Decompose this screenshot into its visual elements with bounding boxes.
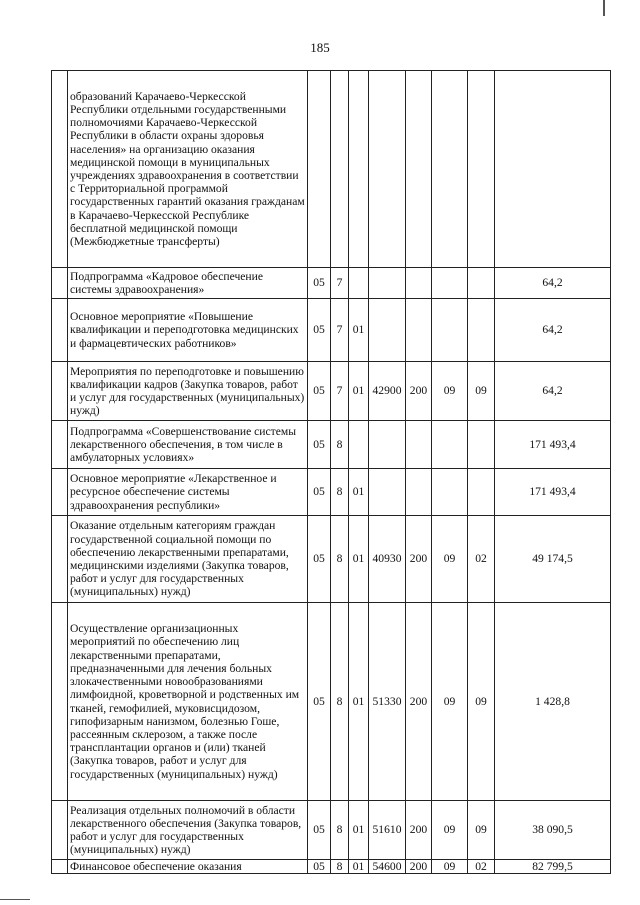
cell-code-4: 51610: [369, 801, 406, 860]
cell-blank: [52, 421, 68, 469]
table-row: [52, 362, 611, 421]
cell-code-5: [406, 421, 432, 469]
cell-code-3: 01: [349, 299, 369, 362]
cell-code-7: [468, 421, 495, 469]
cell-amount: 171 493,4: [495, 421, 611, 469]
cell-blank: [52, 801, 68, 860]
cell-code-6: 09: [432, 801, 468, 860]
bottom-edge-mark: [0, 899, 30, 900]
cell-code-1: 05: [308, 603, 331, 801]
cell-code-7: 02: [468, 860, 495, 874]
cell-code-3: 01: [349, 603, 369, 801]
cell-code-1: 05: [308, 516, 331, 603]
cell-code-7: [468, 469, 495, 516]
cell-blank: [52, 362, 68, 421]
cell-name: Финансовое обеспечение оказания: [68, 860, 308, 874]
cell-code-2: 8: [331, 603, 349, 801]
cell-code-6: 09: [432, 516, 468, 603]
cell-code-1: 05: [308, 299, 331, 362]
cell-code-3: 01: [349, 362, 369, 421]
cell-code-5: [406, 71, 432, 268]
cell-name: Основное мероприятие «Повышение квалификации и переподготовка медицинских и фармацевтических работников»: [68, 299, 308, 362]
cell-code-2: 8: [331, 516, 349, 603]
cell-code-3: [349, 71, 369, 268]
cell-code-2: 8: [331, 421, 349, 469]
cell-code-5: 200: [406, 801, 432, 860]
cell-name: Подпрограмма «Совершенствование системы лекарственного обеспечения, в том числе в амбулаторных условиях»: [68, 421, 308, 469]
cell-blank: [52, 860, 68, 874]
cell-code-2: 7: [331, 299, 349, 362]
cell-blank: [52, 603, 68, 801]
cell-code-2: 7: [331, 268, 349, 299]
cell-code-4: [369, 268, 406, 299]
table-row: [52, 801, 611, 860]
cell-code-1: 05: [308, 362, 331, 421]
cell-code-2: 8: [331, 860, 349, 874]
cell-code-4: [369, 299, 406, 362]
cell-amount: 1 428,8: [495, 603, 611, 801]
table-row: [52, 860, 611, 874]
cell-code-6: 09: [432, 362, 468, 421]
budget-table-body: [52, 71, 611, 874]
cell-code-4: 51330: [369, 603, 406, 801]
cell-code-1: [308, 71, 331, 268]
cell-code-4: 40930: [369, 516, 406, 603]
table-row: [52, 421, 611, 469]
cell-amount: 64,2: [495, 362, 611, 421]
cell-code-6: 09: [432, 860, 468, 874]
cell-code-7: 09: [468, 801, 495, 860]
table-row: [52, 71, 611, 268]
cell-amount: 64,2: [495, 299, 611, 362]
page-number: 185: [310, 40, 330, 55]
cell-name: Реализация отдельных полномочий в области лекарственного обеспечения (Закупка товаров, работ и услуг для государственных (муниципальных) нужд): [68, 801, 308, 860]
cell-blank: [52, 71, 68, 268]
cell-code-5: 200: [406, 860, 432, 874]
cell-code-7: [468, 268, 495, 299]
cell-code-6: [432, 268, 468, 299]
cell-name: Оказание отдельным категориям граждан государственной социальной помощи по обеспечению лекарственными препаратами, медицинскими изделиями (Закупка товаров, работ и услуг для государственных (муниципальных) нужд): [68, 516, 308, 603]
cell-amount: 171 493,4: [495, 469, 611, 516]
cell-amount: 82 799,5: [495, 860, 611, 874]
cell-blank: [52, 299, 68, 362]
cell-code-3: 01: [349, 516, 369, 603]
cell-code-6: [432, 421, 468, 469]
cell-code-3: 01: [349, 801, 369, 860]
cell-code-5: 200: [406, 516, 432, 603]
cell-code-5: 200: [406, 362, 432, 421]
cell-code-1: 05: [308, 268, 331, 299]
table-row: [52, 268, 611, 299]
cell-blank: [52, 268, 68, 299]
cell-code-7: [468, 71, 495, 268]
table-row: [52, 603, 611, 801]
cell-name: Подпрограмма «Кадровое обеспечение системы здравоохранения»: [68, 268, 308, 299]
cell-name: Осуществление организационных мероприятий по обеспечению лиц лекарственными препаратами, предназначенными для лечения больных злокачественными новообразованиями лимфоидной, кроветворной и родственных им тканей, гемофилией, муковисцидозом, гипофизарным нанизмом, болезнью Гоше, рассеянным склерозом, а также после трансплантации органов и (или) тканей (Закупка товаров, работ и услуг для государственных (муниципальных) нужд): [68, 603, 308, 801]
cell-code-1: 05: [308, 421, 331, 469]
cell-amount: 49 174,5: [495, 516, 611, 603]
cell-amount: 64,2: [495, 268, 611, 299]
cell-code-4: 42900: [369, 362, 406, 421]
cell-code-3: 01: [349, 469, 369, 516]
cell-code-7: [468, 299, 495, 362]
cell-amount: [495, 71, 611, 268]
cell-code-6: [432, 469, 468, 516]
cell-blank: [52, 516, 68, 603]
cell-code-7: 09: [468, 362, 495, 421]
cell-name: Основное мероприятие «Лекарственное и ресурсное обеспечение системы здравоохранения республики»: [68, 469, 308, 516]
cell-amount: 38 090,5: [495, 801, 611, 860]
cell-code-1: 05: [308, 860, 331, 874]
cell-code-1: 05: [308, 801, 331, 860]
cell-code-2: 7: [331, 362, 349, 421]
cell-code-4: [369, 421, 406, 469]
cell-code-2: 8: [331, 469, 349, 516]
cell-code-1: 05: [308, 469, 331, 516]
cell-code-4: [369, 469, 406, 516]
table-row: [52, 516, 611, 603]
table-row: [52, 469, 611, 516]
cell-name: образований Карачаево-Черкесской Республики отдельными государственными полномочиями Карачаево-Черкесской Республики в области охраны здоровья населения» на организацию оказания медицинской помощи в муниципальных учреждениях здравоохранения в соответствии с Территориальной программой государственных гарантий оказания гражданам в Карачаево-Черкесской Республике бесплатной медицинской помощи (Межбюджетные трансферты): [68, 71, 308, 268]
cell-code-5: [406, 469, 432, 516]
table-row: [52, 299, 611, 362]
cell-code-3: [349, 268, 369, 299]
cell-code-4: [369, 71, 406, 268]
cell-code-5: [406, 299, 432, 362]
cell-code-5: 200: [406, 603, 432, 801]
cell-code-6: [432, 71, 468, 268]
cell-code-6: 09: [432, 603, 468, 801]
cell-code-3: [349, 421, 369, 469]
cell-code-6: [432, 299, 468, 362]
cell-code-2: 8: [331, 801, 349, 860]
cell-code-2: [331, 71, 349, 268]
cell-code-3: 01: [349, 860, 369, 874]
budget-table: [51, 70, 611, 874]
cell-code-4: 54600: [369, 860, 406, 874]
cell-code-7: 09: [468, 603, 495, 801]
page-edge-mark: [603, 0, 605, 16]
cell-code-7: 02: [468, 516, 495, 603]
cell-name: Мероприятия по переподготовке и повышению квалификации кадров (Закупка товаров, работ и услуг для государственных (муниципальных) нужд): [68, 362, 308, 421]
cell-blank: [52, 469, 68, 516]
cell-code-5: [406, 268, 432, 299]
